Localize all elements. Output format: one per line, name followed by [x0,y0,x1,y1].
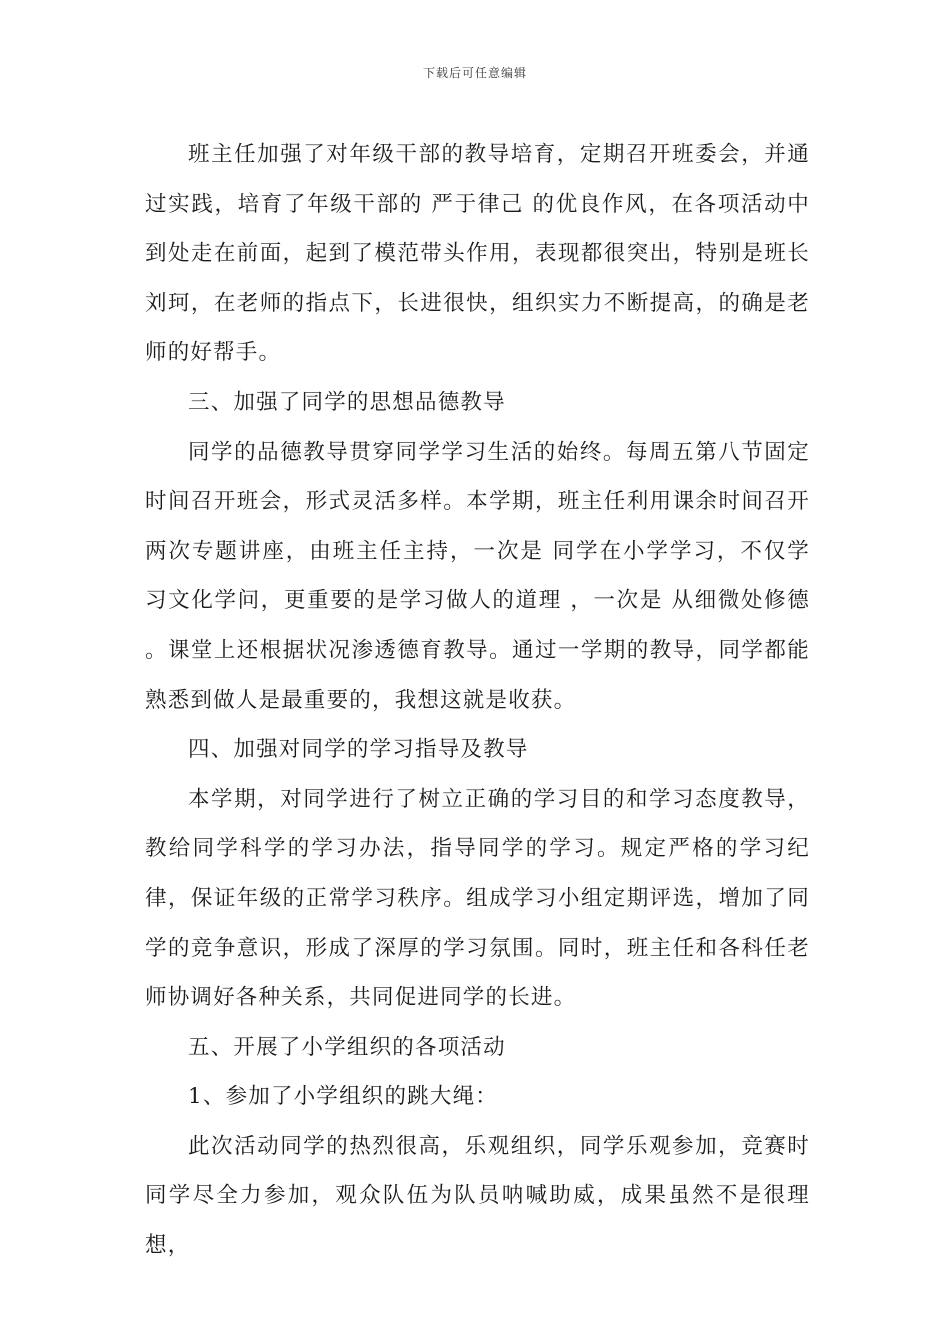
paragraph-class-cadres: 班主任加强了对年级干部的教导培育，定期召开班委会，并通过实践，培育了年级干部的 严于律己 的优良作风，在各项活动中到处走在前面，起到了模范带头作用，表现都很突出，特别是班长刘珂，在老师的指点下，长进很快，组织实力不断提高，的确是老师的好帮手。 [145,142,810,366]
section-heading-school-activities: 五、开展了小学组织的各项活动 [188,1034,506,1060]
section-heading-study-guidance: 四、加强对同学的学习指导及教导 [188,737,529,763]
paragraph-study-guidance: 本学期，对同学进行了树立正确的学习目的和学习态度教导，教给同学科学的学习办法，指导同学的学习。规定严格的学习纪律，保证年级的正常学习秩序。组成学习小组定期评选，增加了同学的竞争意识，形成了深厚的学习氛围。同时，班主任和各科任老师协调好各种关系，共同促进同学的长进。 [145,786,810,1011]
subsection-heading-rope-jumping: 1、参加了小学组织的跳大绳： [188,1084,498,1110]
paragraph-moral-education: 同学的品德教导贯穿同学学习生活的始终。每周五第八节固定时间召开班会，形式灵活多样。本学期，班主任利用课余时间召开两次专题讲座，由班主任主持，一次是 同学在小学学习，不仅学习文化学问，更重要的是学习做人的道理 ，一次是 从细微处修德 。课堂上还根据状况渗透德育教导。通过一学期的教导，同学都能熟悉到做人是最重要的，我想这就是收获。 [145,439,810,713]
page-header: 下载后可任意编辑 [422,66,527,80]
document-body [145,130,810,1271]
section-heading-moral-education: 三、加强了同学的思想品德教导 [188,389,506,415]
paragraph-rope-jumping: 此次活动同学的热烈很高，乐观组织，同学乐观参加，竞赛时同学尽全力参加，观众队伍为队员呐喊助威，成果虽然不是很理想， [145,1133,810,1259]
